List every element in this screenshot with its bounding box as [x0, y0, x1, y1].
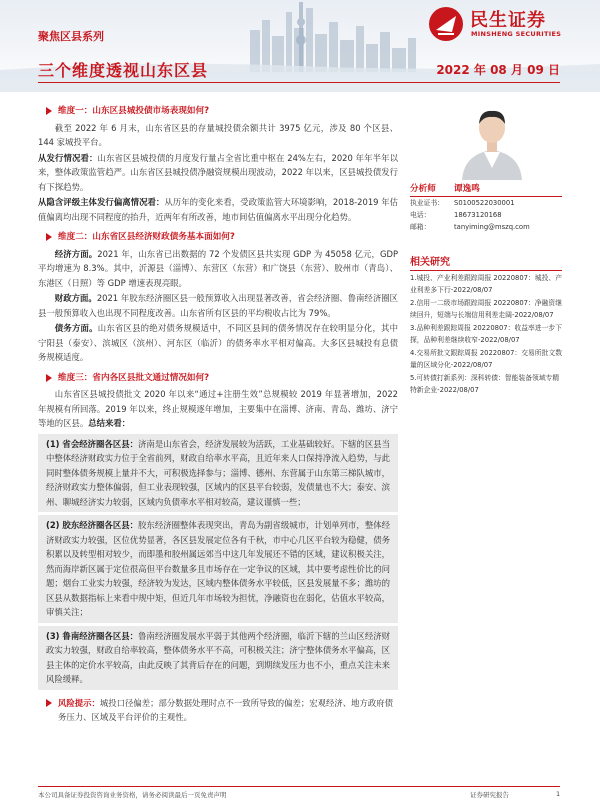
- summary-box-2: (2) 胶东经济圈各区县：胶东经济圈整体表现突出，青岛为副省级城市，计划单列市，整体经济财政实力较强，区位优势显著，各区县发展定位各有千秋，市中心几区平台较为稳健，债务积累以及转型相对较少，而即墨和胶州属远郊当中这几年发展还不错的区域，建议积极关注，然而海岸新区属于定位很高但平台数量多且市场存在一定争议的区域，其中要考虑性价比的问题；烟台工业实力较强，经济较为发达，区域内整体债务水平较低，区县发展量不多；潍坊的区县从数据指标上来看中规中矩，但近几年市场较为担忧，净融资也在弱化，估值水平较高，审慎关注；: [38, 515, 398, 623]
- analyst-portrait-icon: [452, 98, 532, 180]
- paragraph: 经济方面。2021 年，山东省已出数据的 72 个发债区县共实现 GDP 为 45058 亿元，GDP 平均增速为 8.3%。其中，沂源县（淄博）、东营区（东营）和广饶县（东营）、胶州市（青岛）、东港区（日照）等 GDP 增速表现亮眼。: [38, 248, 399, 288]
- section-heading-3: 维度三：省内各区县批文通过情况如何?: [38, 371, 398, 386]
- logo-text-en: MINSHENG SECURITIES: [471, 30, 562, 38]
- header-banner: [0, 0, 600, 92]
- related-research-item[interactable]: 5.可转债打新系列：深科转债：智能装备领域专精特新企业-2022/08/07: [410, 374, 560, 394]
- paragraph: 截至 2022 年 6 月末，山东省区县的存量城投债余额共计 3975 亿元，涉及 80 个区县、144 家城投平台。: [38, 122, 398, 147]
- page-number: 1: [556, 790, 561, 798]
- footer-divider: [38, 786, 560, 787]
- paragraph: 从发行情况看：山东省区县城投债的月度发行量占全省比重中枢在 24%左右，2020 年年半年以来，整体政策监管趋严。山东省区县城投债净融资规模出现波动，2022 年以来，区县城投债发行有下探趋势。: [38, 152, 398, 192]
- related-research-item[interactable]: 3.品种利差跟踪周报 20220807：收益率进一步下探，品种利差继续收窄-2022/08/07: [410, 324, 562, 344]
- arrow-icon: [46, 374, 52, 382]
- related-research-item[interactable]: 2.信用一二级市场跟踪周报 20220807：净融资继续回升，短端与长端信用利差走阔-2022/08/07: [410, 299, 562, 319]
- info-row: 电话： 18673120168: [410, 211, 502, 219]
- footer-disclaimer: 本公司具备证券投资咨询业务资格，请务必阅读最后一页免责声明: [38, 791, 227, 799]
- analyst-photo: [452, 98, 532, 180]
- summary-box-3: (3) 鲁南经济圈各区县：鲁南经济圈发展水平弱于其他两个经济圈，临沂下辖的兰山区经济财政实力较强，财政自给率较高，整体债务水平不高，可积极关注；济宁整体债务水平偏高，区县主体的定价水平较高，由此反映了其背后存在的问题，到期续发压力也不小，重点关注未来风险缓释。: [38, 626, 398, 690]
- section-heading-2: 维度二：山东省区县经济财政债务基本面如何?: [38, 230, 398, 245]
- risk-warning: 风险提示：城投口径偏差；部分数据处理时点不一致所导致的偏差；宏观经济、地方政府债务压力、区域及平台评价的主观性。: [38, 696, 398, 725]
- section-heading-1: 维度一：山东区县城投债市场表现如何?: [38, 104, 398, 119]
- report-date: 2022 年 08 月 09 日: [436, 63, 560, 77]
- analyst-row: [410, 182, 562, 197]
- info-row[interactable]: 邮箱： tanyiming@mszq.com: [410, 223, 530, 231]
- report-series: 聚焦区县系列: [38, 30, 104, 43]
- paragraph: 从隐含评级主体发行偏离情况看：从历年的变化来看，受政策监管大环境影响，2018-2019 年估值偏离均出现不同程度的抬升，近两年有所改善，地市间估值偏离水平出现分化趋势。: [38, 197, 398, 222]
- analyst-name: 谭逸鸣: [454, 184, 480, 194]
- report-summary: [38, 98, 398, 725]
- related-research-title: 相关研究: [410, 253, 562, 271]
- arrow-icon: [46, 107, 52, 115]
- minsheng-logo: [426, 4, 586, 44]
- minsheng-logo-icon: [426, 4, 466, 44]
- footer-doc-type: 证券研究报告: [470, 791, 509, 799]
- header-divider: [38, 82, 560, 83]
- paragraph: 财政方面。2021 年胶东经济圈区县一般预算收入出现显著改善，省会经济圈、鲁南经济圈区县一般预算收入也出现不同程度改善。山东省所有区县的平均税收占比为 79%。: [38, 293, 399, 318]
- paragraph: 山东省区县城投债批文 2020 年以来“通过+注册生效”总规模较 2019 年显著增加，2022 年规模有所回落。2019 年以来，终止规模逐年增加，主要集中在淄博、济南、青岛、潍坊、济宁等地的区县。总结来看：: [38, 389, 398, 428]
- arrow-icon: [46, 233, 52, 241]
- paragraph: 债务方面。山东省区县的绝对债务规模适中，不同区县间的债务情况存在较明显分化，其中宁阳县（泰安）、滨城区（滨州）、河东区（临沂）的债务率水平相对偏高。大多区县城投有息债务规模适度。: [38, 323, 399, 362]
- analyst-label: 分析师: [410, 184, 436, 194]
- page-title: 三个维度透视山东区县: [38, 61, 209, 80]
- related-research-item[interactable]: 1.城投、产业利差跟踪周报 20220807：城投、产业利差多下行-2022/08/07: [410, 274, 562, 294]
- arrow-icon: [46, 699, 52, 707]
- logo-text-cn: 民生证券: [470, 10, 546, 31]
- sidebar: [410, 98, 562, 396]
- related-research-item[interactable]: 4.交易所批文跟踪周报 20220807：交易所批文数量的区域分化-2022/08/07: [410, 349, 562, 369]
- summary-box-1: (1) 省会经济圈各区县：济南是山东省会，经济发展较为活跃，工业基础较好。下辖的区县当中整体经济财政实力位于全省前列，财政自给率水平高，且近年来人口保持净流入趋势，与此同时整体债务规模上量并不大，可积极选择参与；淄博、德州、东营属于山东第三梯队城市，经济财政实力整体偏弱，但工业表现较强，区域内的区县平台较弱，发债量也不大；泰安、滨州、聊城经济实力较弱，区域内负债率水平相对较高，建议谨慎一些；: [38, 434, 398, 513]
- info-row: 执业证书： S0100522030001: [410, 199, 515, 207]
